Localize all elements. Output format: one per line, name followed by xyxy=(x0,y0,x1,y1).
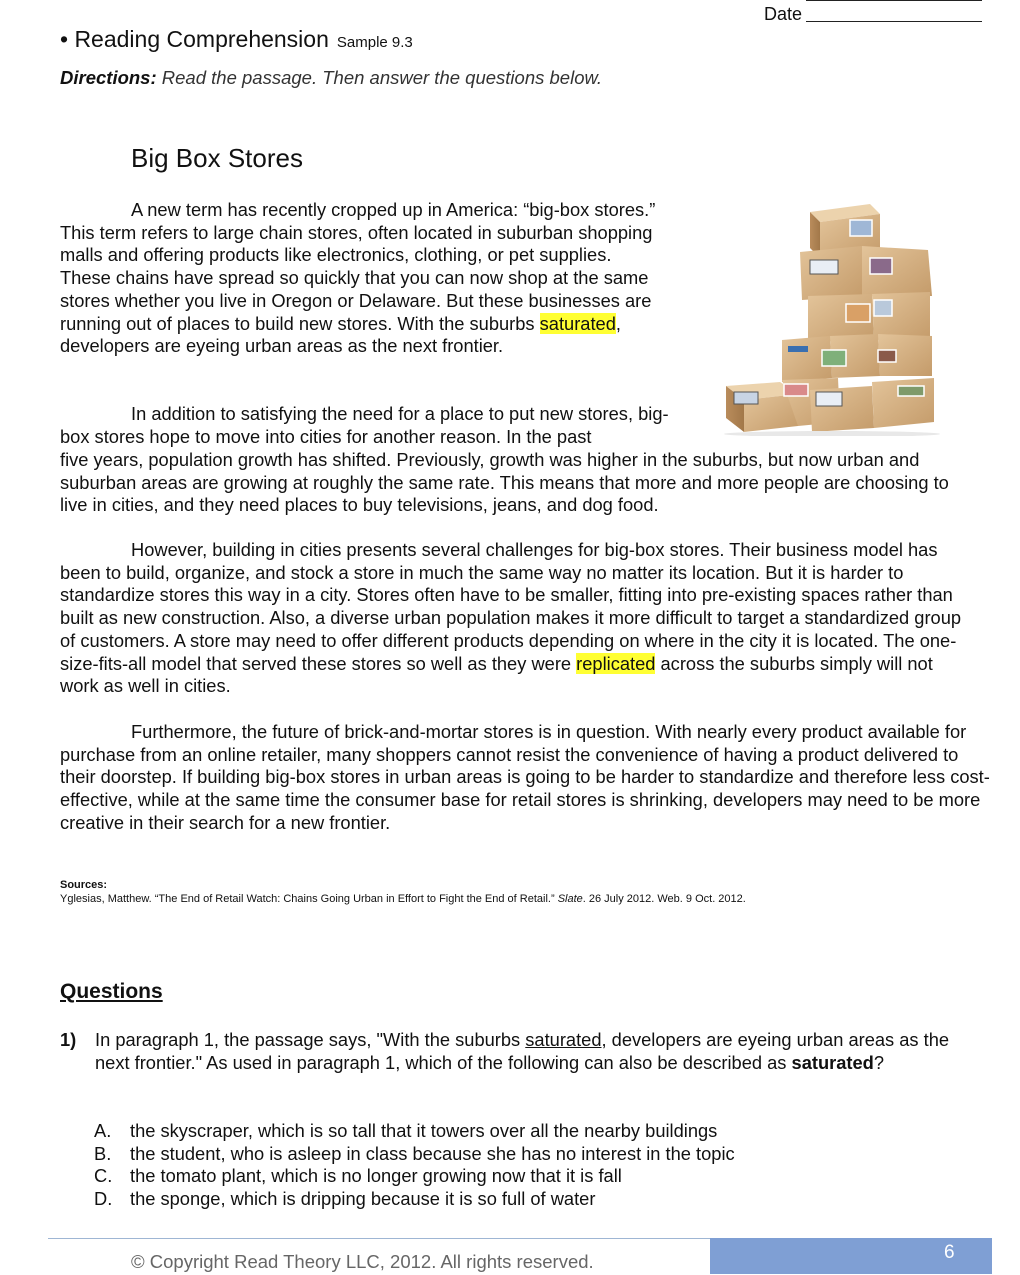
p1-text-b: , developers are eyeing urban areas as the next frontier. xyxy=(60,312,621,357)
option-text: the skyscraper, which is so tall that it towers over all the nearby buildings xyxy=(130,1120,718,1141)
paragraph-1 xyxy=(60,199,666,358)
directions-text: Read the passage. Then answer the questions below. xyxy=(156,67,602,88)
question-stem xyxy=(95,1029,975,1074)
p1-text-a: A new term has recently cropped up in America: “big-box stores.” This term refers to large chain stores, often located in suburban shopping malls and offering products like electronics, clothing, or pet supplies. These chains have spread so quickly that you can now shop at the same stores whether you live in Oregon or Delaware. But these businesses are running out of places to build new stores. With the suburbs xyxy=(60,199,656,334)
highlight-saturated: saturated xyxy=(539,312,616,334)
sources-label: Sources: xyxy=(60,879,108,891)
box-row-2 xyxy=(800,246,932,300)
page-number: 6 xyxy=(944,1242,955,1263)
box-row-bottom xyxy=(726,378,934,432)
worksheet-title: • Reading Comprehension xyxy=(60,26,329,52)
paragraph-4: Furthermore, the future of brick-and-mortar stores is in question. With nearly every product available for purchase from an online retailer, many shoppers cannot resist the convenience of having a product delivered to their doorstep. If building big-box stores in urban areas is going to be harder to standardize and therefore less cost-effective, while at the same time the consumer base for retail stores is shrinking, developers may need to be more creative in their search for a new frontier. xyxy=(60,721,990,833)
citation-text-a: Yglesias, Matthew. “The End of Retail Watch: Chains Going Urban in Effort to Fight the End of Retail.” xyxy=(60,893,558,905)
option-letter: C. xyxy=(94,1165,113,1187)
option-text: the tomato plant, which is no longer growing now that it is fall xyxy=(130,1165,622,1187)
date-write-line xyxy=(806,21,982,22)
option-d[interactable] xyxy=(94,1188,735,1211)
option-letter: D. xyxy=(94,1188,113,1210)
option-text: the sponge, which is dripping because it is so full of water xyxy=(130,1188,596,1210)
citation-publication: Slate xyxy=(557,893,583,905)
sample-label: Sample 9.3 xyxy=(336,34,413,51)
stem-underlined-word: saturated xyxy=(525,1029,602,1050)
paragraph-3 xyxy=(60,539,970,698)
directions-label: Directions: xyxy=(60,67,157,88)
p3-text-b: across the suburbs simply will not work as well in cities. xyxy=(60,652,933,697)
question-number: 1) xyxy=(60,1029,77,1050)
stem-text-b: , developers are eyeing urban areas as the next frontier." As used in paragraph 1, which of the following can also be described as xyxy=(95,1029,950,1073)
stacked-boxes-illustration xyxy=(722,200,942,436)
stem-text-a: In paragraph 1, the passage says, "With the suburbs xyxy=(95,1029,526,1050)
option-c[interactable] xyxy=(94,1165,735,1188)
paragraph-2-top: In addition to satisfying the need for a place to put new stores, big-box stores hope to move into cities for another reason. In the past xyxy=(60,403,669,447)
option-text: the student, who is asleep in class because she has no interest in the topic xyxy=(130,1142,735,1164)
stem-text-c: ? xyxy=(873,1051,884,1073)
highlight-replicated: replicated xyxy=(576,652,656,674)
option-b[interactable] xyxy=(94,1143,735,1166)
directions xyxy=(60,67,602,89)
sources-citation xyxy=(60,892,746,906)
date-top-rule xyxy=(806,0,982,1)
answer-options xyxy=(94,1120,735,1211)
stem-bold-word: saturated xyxy=(791,1051,874,1073)
option-a[interactable] xyxy=(94,1120,735,1143)
option-letter: A. xyxy=(94,1120,112,1141)
paragraph-2-rest: five years, population growth has shifted. Previously, growth was higher in the suburbs, but now urban and suburban areas are growing at roughly the same rate. This means that more and more people are choosing to live in cities, and they need places to buy televisions, jeans, and dog food. xyxy=(60,449,949,516)
questions-heading: Questions xyxy=(60,980,163,1003)
option-letter: B. xyxy=(94,1142,112,1164)
sources xyxy=(60,878,746,906)
passage-title: Big Box Stores xyxy=(131,143,303,173)
date-label: Date xyxy=(764,4,803,24)
box-row-4 xyxy=(782,334,932,382)
worksheet-header xyxy=(60,26,413,53)
citation-text-b: . 26 July 2012. Web. 9 Oct. 2012. xyxy=(582,893,746,905)
p3-text-a: However, building in cities presents several challenges for big-box stores. Their business model has been to build, organize, and stock a store in much the same way no matter its location. But it is harder to standardize stores this way in a city. Stores often have to be smaller, fitting into pre-existing spaces rather than built as new construction. Also, a diverse urban population makes it more difficult to target a standardized group of customers. A store may need to offer different products depending on where in the city it is located. The one-size-fits-all model that served these stores so well as they were xyxy=(60,539,962,674)
footer-copyright: © Copyright Read Theory LLC, 2012. All rights reserved. xyxy=(131,1251,594,1272)
